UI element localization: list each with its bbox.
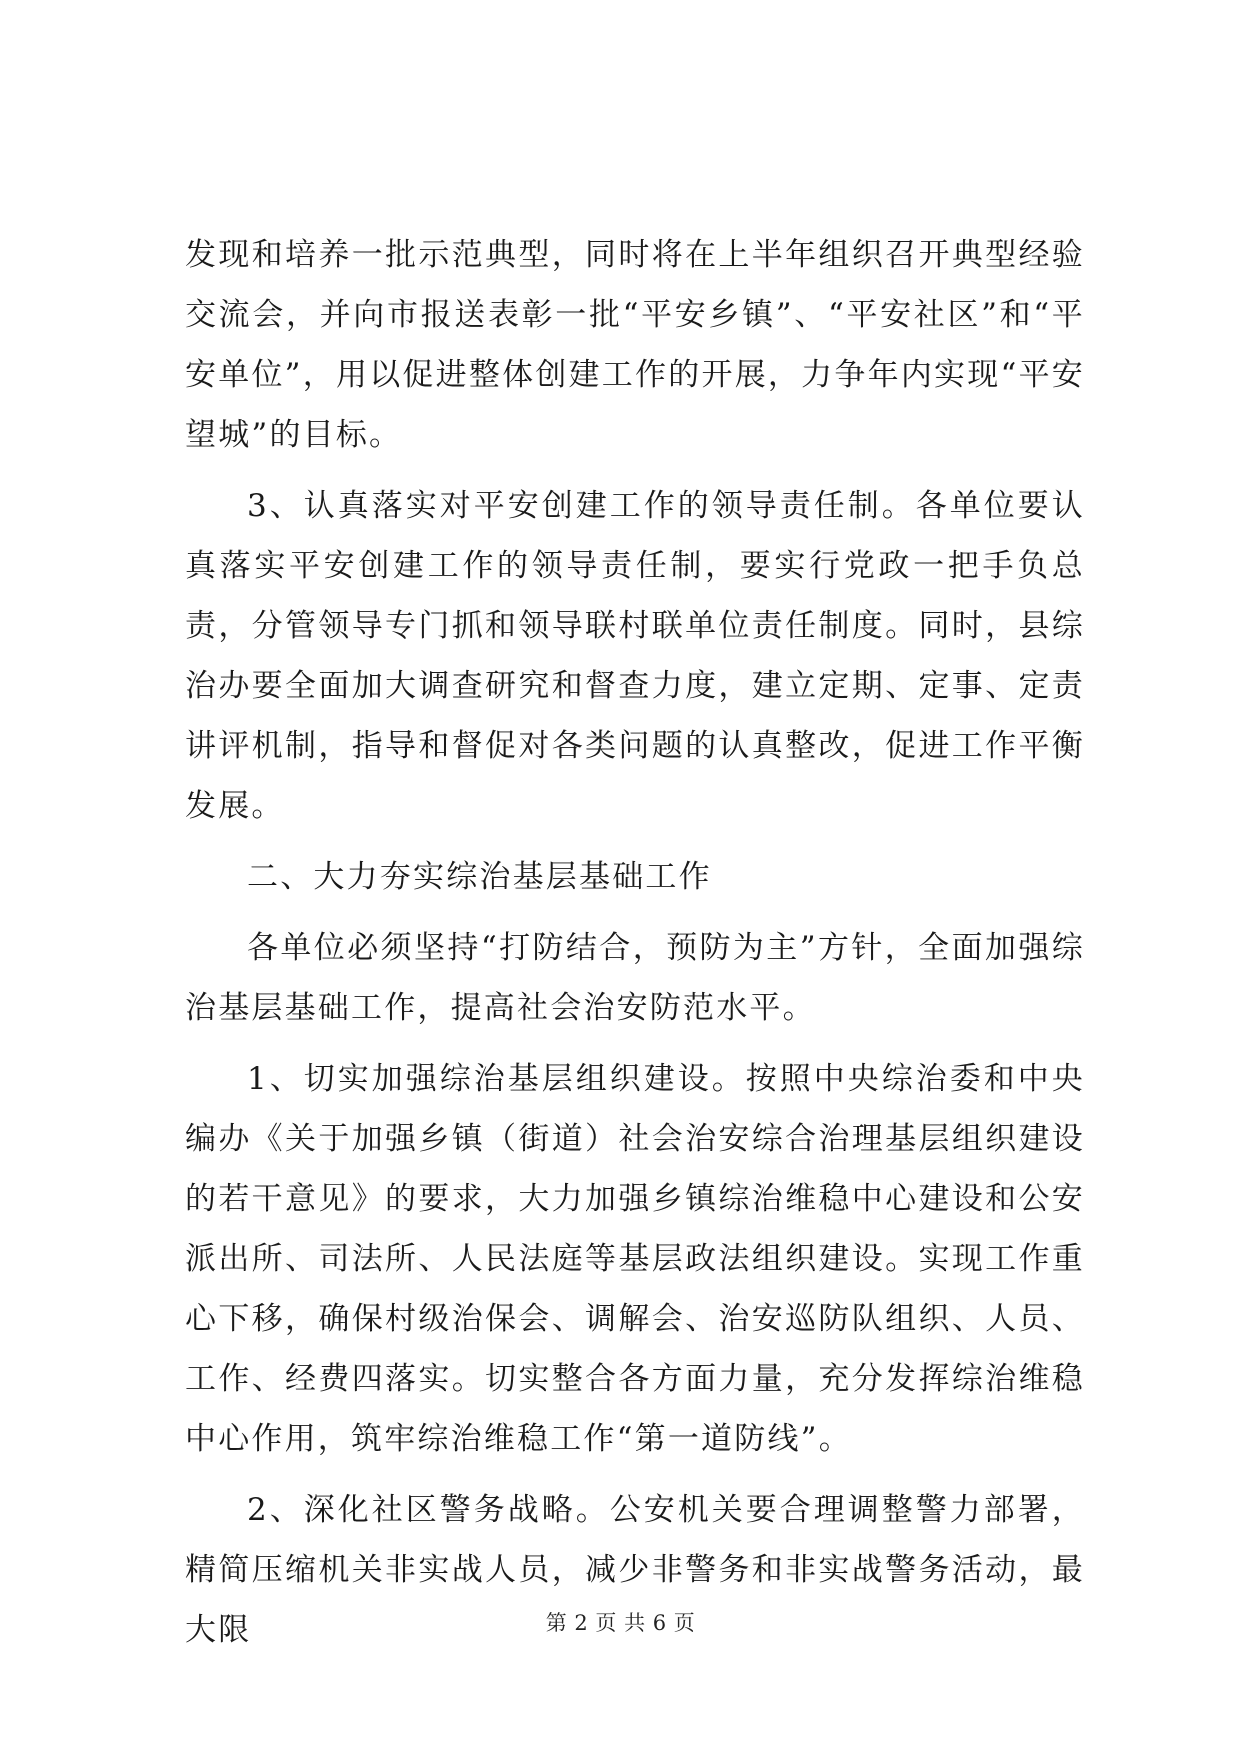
- paragraph-section-intro: 各单位必须坚持“打防结合，预防为主”方针，全面加强综治基层基础工作，提高社会治安防范水平。: [185, 930, 1085, 1026]
- paragraph-community-policing: 2、深化社区警务战略。公安机关要合理调整警力部署，精简压缩机关非实战人员，减少非警务和非实战警务活动，最大限: [185, 1492, 1085, 1648]
- page-number-footer: 第 2 页 共 6 页: [545, 1611, 696, 1635]
- paragraph-leadership-responsibility: 3、认真落实对平安创建工作的领导责任制。各单位要认真落实平安创建工作的领导责任制，要实行党政一把手负总责，分管领导专门抓和领导联村联单位责任制度。同时，县综治办要全面加大调查研究和督查力度，建立定期、定事、定责讲评机制，指导和督促对各类问题的认真整改，促进工作平衡发展。: [185, 488, 1085, 824]
- section-heading: 二、大力夯实综治基层基础工作: [247, 859, 712, 895]
- document-body: [185, 225, 1085, 1660]
- paragraph-continuation: 发现和培养一批示范典型，同时将在上半年组织召开典型经验交流会，并向市报送表彰一批“平安乡镇”、“平安社区”和“平安单位”，用以促进整体创建工作的开展，力争年内实现“平安望城”的目标。: [185, 237, 1085, 453]
- paragraph-grassroots-organization: 1、切实加强综治基层组织建设。按照中央综治委和中央编办《关于加强乡镇（街道）社会治安综合治理基层组织建设的若干意见》的要求，大力加强乡镇综治维稳中心建设和公安派出所、司法所、人民法庭等基层政法组织建设。实现工作重心下移，确保村级治保会、调解会、治安巡防队组织、人员、工作、经费四落实。切实整合各方面力量，充分发挥综治维稳中心作用，筑牢综治维稳工作“第一道防线”。: [185, 1061, 1085, 1457]
